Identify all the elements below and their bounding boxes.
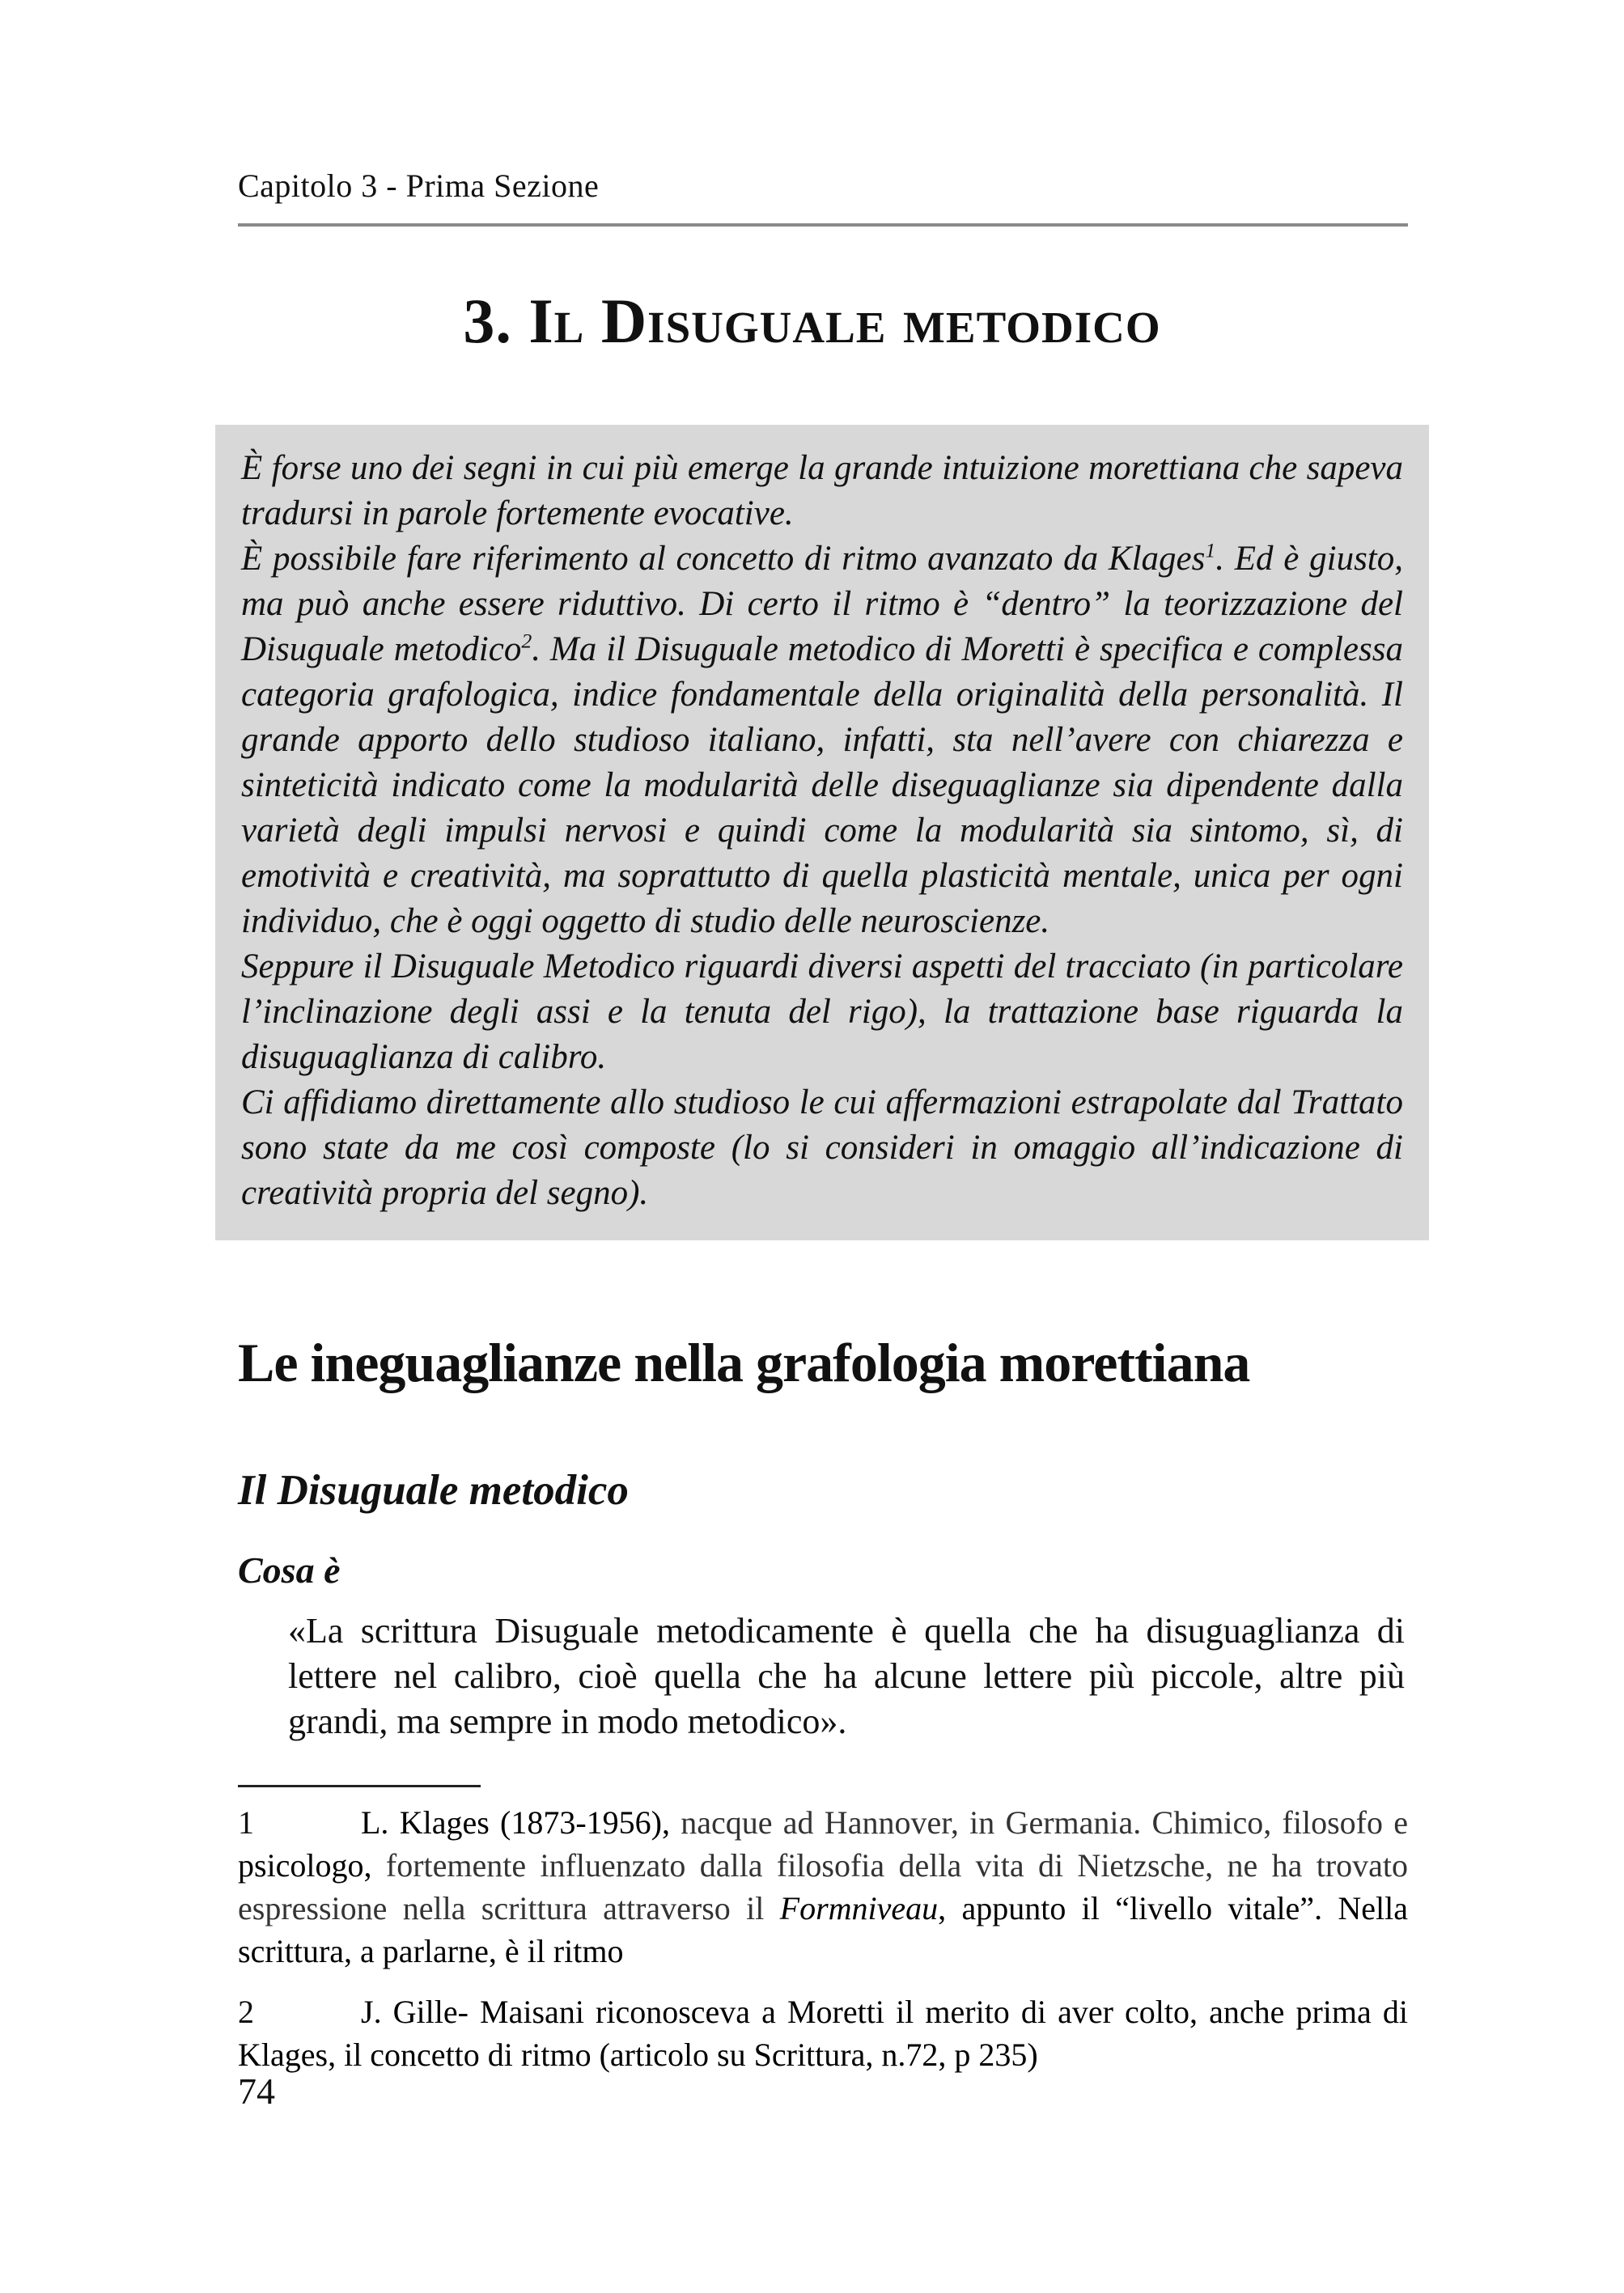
- text-run: , appunto il “livello vitale”. Nella scrittura, a parlarne, è il ritmo: [238, 1890, 1408, 1969]
- text-run: psicologo,: [238, 1847, 372, 1884]
- footnote-1-text: [238, 1804, 1408, 1969]
- footnote-2-text: [238, 1994, 1408, 2073]
- text-run: fortemente influenzato dalla filosofia della vita di Nietzsche, ne ha trovato espressione nella scrittura attraverso il: [238, 1847, 1408, 1926]
- chapter-title: 3. Il Disuguale metodico: [463, 286, 1161, 356]
- section-heading-sub: Il Disuguale metodico: [238, 1467, 629, 1514]
- intro-box-paragraph: [241, 536, 1403, 944]
- text-run: È possibile fare riferimento al concetto di ritmo avanzato da Klages: [241, 540, 1206, 578]
- text-run: J. Gille- Maisani riconosceva a Moretti il merito di aver colto, anche prima di Klages, il concetto di ritmo (articolo su Scrittura, n.72, p 235): [238, 1994, 1408, 2073]
- text-run: Formniveau: [779, 1890, 939, 1926]
- footnotes-area: [238, 1801, 1408, 2094]
- text-run: 1: [1205, 538, 1216, 562]
- text-run: . Ma il Disuguale metodico di Moretti è specifica e complessa categoria grafologica, indice fondamentale della originalità della personalità. Il grande apporto dello studioso italiano, infatti, sta nell’avere con chiarezza e sinteticità indicato come la modularità delle diseguaglianze sia dipendente dalla varietà degli impulsi nervosi e quindi come la modularità sia sintomo, sì, di emotività e creatività, ma soprattutto di quella plasticità mentale, unica per ogni individuo, che è oggi oggetto di studio delle neuroscienze.: [241, 630, 1403, 940]
- text-run: . Ed è giusto, ma può anche essere riduttivo. Di certo il ritmo è “dentro” la teorizzazione del Disuguale metodico: [241, 540, 1404, 668]
- intro-box-paragraph: [241, 446, 1403, 536]
- header-rule: [238, 223, 1408, 227]
- footnote-2-number: 2: [238, 1994, 254, 2030]
- text-run: Seppure il Disuguale Metodico riguardi diversi aspetti del tracciato (in particolare l’inclinazione degli assi e la tenuta del rigo), la trattazione base riguarda la disuguaglianza di calibro.: [241, 947, 1403, 1076]
- text-run: È forse uno dei segni in cui più emerge la grande intuizione morettiana che sapeva tradursi in parole fortemente evocative.: [241, 449, 1403, 532]
- text-run: Ci affidiamo direttamente allo studioso le cui affermazioni estrapolate dal Trattato sono state da me così composte (lo si consideri in omaggio all’indicazione di creatività propria del segno).: [241, 1083, 1403, 1212]
- intro-box-paragraph: [241, 1080, 1403, 1216]
- running-header: Capitolo 3 - Prima Sezione: [238, 167, 600, 204]
- section-heading-cosa-e: Cosa è: [238, 1549, 341, 1591]
- page-number: 74: [238, 2070, 275, 2112]
- footnote-1: [238, 1801, 1408, 1973]
- text-run: 2: [521, 629, 532, 653]
- intro-box-paragraph: [241, 944, 1403, 1080]
- definition-quote: «La scrittura Disuguale metodicamente è quella che ha disuguaglianza di lettere nel calibro, cioè quella che ha alcune lettere più piccole, altre più grandi, ma sempre in modo metodico».: [288, 1611, 1405, 1741]
- footnote-1-number: 1: [238, 1804, 254, 1841]
- text-run: L. Klages (1873-1956),: [361, 1804, 670, 1841]
- footnote-2: [238, 1990, 1408, 2076]
- intro-summary-box: [215, 425, 1429, 1240]
- section-heading-main: Le ineguaglianze nella grafologia morettiana: [238, 1332, 1250, 1393]
- footnote-separator: [238, 1785, 481, 1787]
- text-run: nacque ad Hannover, in Germania. Chimico, filosofo e: [670, 1804, 1408, 1841]
